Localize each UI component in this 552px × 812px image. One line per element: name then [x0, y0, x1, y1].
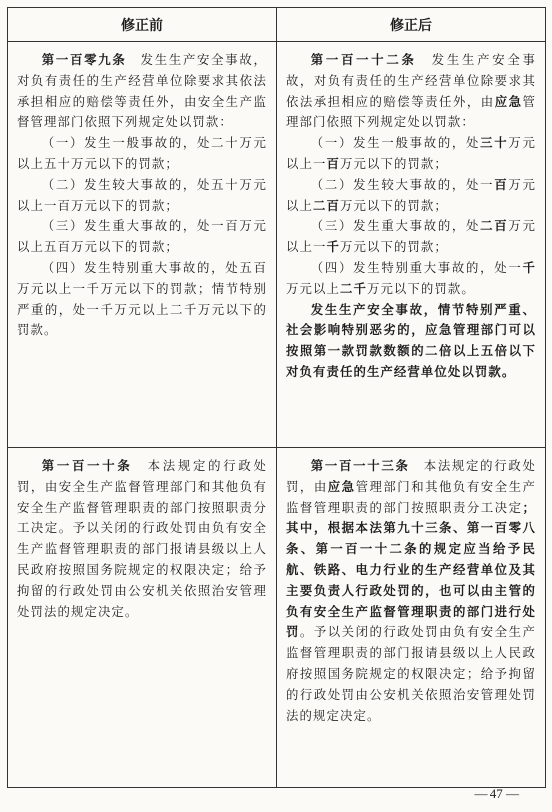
body-text: （一）发生一般事故的，处二十万元以上五十万元以下的罚款；	[17, 135, 267, 171]
body-text: 万元以上	[286, 176, 536, 213]
amended-text: 应急	[494, 93, 523, 109]
page-footer	[475, 786, 519, 802]
table-row	[8, 448, 546, 788]
body-text: 万元以上	[286, 280, 340, 296]
paragraph	[286, 133, 536, 175]
cell-content	[277, 42, 545, 389]
body-text: （四）发生特别重大事故的，处一	[310, 259, 523, 275]
comparison-table	[7, 7, 546, 788]
body-text: 发生生产安全事故，对负有责任的生产经营单位除要求其依法承担相应的赔偿等责任外，由	[286, 52, 536, 109]
paragraph	[17, 258, 267, 341]
article-number: 第一百一十三条	[310, 458, 410, 473]
paragraph	[286, 258, 536, 300]
body-text: （三）发生重大事故的，处一百万元以上五百万元以下的罚款；	[17, 218, 267, 255]
amended-text: 千	[522, 259, 536, 275]
body-text: 万元以下的罚款；	[339, 155, 448, 171]
article-number: 第一百一十条	[41, 458, 133, 473]
article-number: 第一百一十二条	[310, 52, 417, 67]
table-header-row	[8, 8, 546, 42]
amended-text: ；其中，根据本法第九十三条、第一百零八条、第一百一十二条的规定应当给予民航、铁路、电力行业的生产经营单位及其主要负责人行政处罚的，也可以由主管的负有安全生产监督管理职责的部门进行处罚	[286, 499, 536, 640]
paragraph	[286, 456, 536, 726]
body-text: 万元以下的罚款；	[339, 197, 448, 213]
paragraph	[17, 456, 267, 622]
paragraph	[17, 175, 267, 217]
cell-content	[8, 42, 276, 347]
paragraph	[17, 216, 267, 258]
body-text: （三）发生重大事故的，处	[310, 218, 481, 234]
paragraph	[17, 133, 267, 175]
table-row	[8, 42, 546, 448]
page-number: 47	[489, 786, 503, 801]
body-text: 管理部门和其他负有安全生产监督管理职责的部门按照职责分工决定	[286, 478, 536, 515]
body-text: （二）发生较大事故的，处一	[310, 176, 495, 192]
body-text: （一）发生一般事故的，处	[310, 135, 481, 151]
paragraph	[286, 300, 536, 383]
cell-before	[8, 448, 277, 788]
body-text: 管理部门依照下列规定处以罚款：	[286, 93, 537, 130]
header-after: 修正后	[277, 8, 546, 42]
cell-before	[8, 42, 277, 448]
cell-content	[277, 448, 545, 732]
amended-text: 千	[326, 239, 340, 255]
cell-content	[8, 448, 276, 628]
body-text: 本法规定的行政处罚，由安全生产监督管理部门和其他负有安全生产监督管理职责的部门按照职责分工决定。予以关闭的行政处罚由负有安全生产监督管理职责的部门报请县级以上人民政府按照国务院规定的权限决定；给予拘留的行政处罚由公安机关依照治安管理处罚法的规定决定。	[17, 458, 267, 619]
footer-dash: —	[474, 786, 487, 801]
cell-after	[277, 448, 546, 788]
body-text: 万元以上一	[286, 135, 537, 171]
amended-text: 三十	[480, 135, 509, 151]
amended-text: 百	[494, 176, 509, 192]
paragraph	[286, 50, 536, 133]
body-text: 万元以下的罚款；	[339, 239, 448, 255]
cell-after	[277, 42, 546, 448]
amended-text: 二百	[480, 218, 509, 234]
body-text: （二）发生较大事故的，处五十万元以上一百万元以下的罚款；	[17, 176, 267, 213]
article-number: 第一百零九条	[41, 52, 127, 67]
body-text: 。予以关闭的行政处罚由负有安全生产监督管理职责的部门报请县级以上人民政府按照国务院规定的权限决定；给予拘留的行政处罚由公安机关依照治安管理处罚法的规定决定。	[286, 624, 536, 723]
body-text: 本法规定的行政处罚，由	[286, 458, 536, 494]
document-page	[7, 7, 545, 788]
paragraph	[17, 50, 267, 133]
amended-text: 二百	[312, 197, 340, 213]
paragraph	[286, 175, 536, 217]
amended-text: 二千	[339, 280, 367, 296]
footer-dash: —	[506, 786, 518, 801]
body-text: 发生生产安全事故，对负有责任的生产经营单位除要求其依法承担相应的赔偿等责任外，由安全生产监督管理部门依照下列规定处以罚款：	[17, 52, 267, 130]
body-text: 万元以上一	[286, 218, 537, 255]
amended-text: 发生生产安全事故，情节特别严重、社会影响特别恶劣的，应急管理部门可以按照第一款罚款数额的二倍以上五倍以下对负有责任的生产经营单位处以罚款。	[286, 301, 536, 379]
paragraph	[286, 216, 536, 258]
amended-text: 百	[326, 155, 340, 171]
body-text: 万元以下的罚款。	[366, 280, 475, 296]
amended-text: 应急	[327, 478, 356, 494]
body-text: （四）发生特别重大事故的，处五百万元以上一千万元以下的罚款；情节特别严重的，处一千万元以上二千万元以下的罚款。	[17, 259, 267, 338]
header-before: 修正前	[8, 8, 277, 42]
